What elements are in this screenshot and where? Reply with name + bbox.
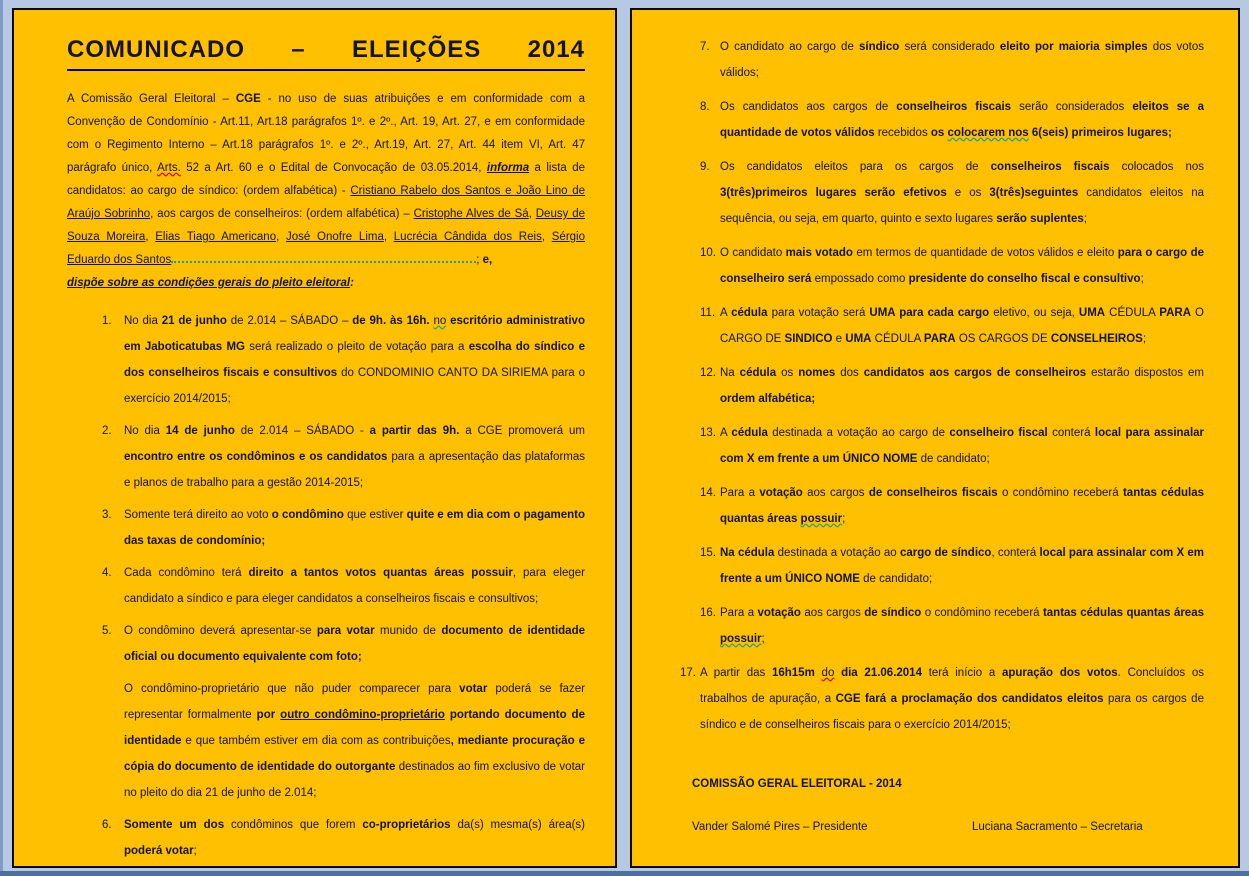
text-run: A partir das [700, 667, 772, 679]
text-run: local para assinalar com X em frente a um ÚNICO NOME [720, 547, 1205, 585]
text-run: , [528, 208, 536, 220]
text-run: , [383, 231, 394, 243]
text-run: votação [757, 607, 801, 619]
text-run: encontro entre os condôminos e os candidatos [124, 451, 388, 463]
text-run: de síndico [864, 607, 922, 619]
document-page-2 [630, 8, 1240, 868]
text-run: da(s) mesma(s) área(s) [450, 819, 586, 831]
list-item-number: 16. [700, 607, 716, 619]
text-run: eletivo, ou seja, [989, 307, 1079, 319]
text-run: Somente um dos [124, 819, 225, 831]
text-run: local para assinalar com X em frente a um ÚNICO NOME [720, 427, 1205, 465]
text-run: eleitos se a quantidade de votos válidos [720, 101, 1204, 139]
text-run: Arts. [157, 162, 181, 174]
list-item-content [720, 540, 1204, 592]
list-item-paragraph [700, 660, 1204, 738]
text-run: Elias Tiago Americano [155, 231, 277, 243]
list-item-content [720, 34, 1204, 86]
text-run: serão considerados [1011, 101, 1133, 113]
text-run: cédula [731, 307, 768, 319]
list-item-content [720, 420, 1204, 472]
text-run: A [720, 307, 732, 319]
text-run: CGE fará a proclamação dos candidatos eleitos [835, 693, 1104, 705]
text-run: No dia [124, 425, 166, 437]
text-run: de 9h. às 16h. [352, 315, 430, 327]
text-run: ; [1083, 213, 1087, 225]
spellcheck-wavy-filler [171, 258, 476, 263]
list-item-content [720, 240, 1204, 292]
list-item-number: 6. [102, 819, 112, 831]
list-item-content [700, 660, 1204, 738]
text-run: síndico [859, 41, 900, 53]
list-item [102, 502, 585, 554]
text-run: Lucrécia Cândida dos Reis [393, 231, 542, 243]
text-run: e [832, 333, 846, 345]
list-item [700, 34, 1204, 86]
text-run: ordem alfabética; [720, 393, 816, 405]
text-run: , [276, 231, 287, 243]
text-run: a lista de candidatos: ao cargo de síndico: (ordem alfabética) - [67, 162, 586, 197]
text-run: aos cargos [800, 607, 865, 619]
list-item [102, 308, 585, 412]
text-run: o condômino receberá [997, 487, 1123, 499]
text-run: , conterá [991, 547, 1040, 559]
signature-row [692, 819, 1204, 835]
text-run: ; [476, 254, 483, 266]
text-run: ; [1140, 273, 1144, 285]
text-run: e que também estiver em dia com as contribuições [181, 735, 451, 747]
list-item [700, 300, 1204, 352]
intro-paragraph [67, 88, 585, 272]
list-item-content [720, 480, 1204, 532]
items-list-page-2 [680, 34, 1205, 738]
text-run: empossado como [811, 273, 909, 285]
text-run: conselheiro fiscal [949, 427, 1048, 439]
text-run: Para a [720, 607, 758, 619]
text-run: dos votos válidos; [720, 41, 1204, 79]
text-run: nomes [798, 367, 836, 379]
list-item-paragraph [720, 94, 1204, 146]
list-item-number: 3. [102, 509, 112, 521]
list-item-paragraph [720, 300, 1204, 352]
text-run: terá início a [921, 667, 1002, 679]
text-run: ; [842, 513, 846, 525]
text-run: poderá votar [124, 845, 194, 857]
text-run: a CGE promoverá um [459, 425, 585, 437]
text-run: para o cargo de conselheiro será [720, 247, 1204, 285]
text-run: e os [946, 187, 990, 199]
text-run: O condômino deverá apresentar-se [124, 625, 317, 637]
list-item-number: 9. [700, 161, 710, 173]
text-run: - no uso de suas atribuições e em conformidade com a Convenção de Condomínio - Art.11, Art.18 parágrafos 1º. e 2º., Art. 19, Art. 27, e em conformidade com o Regimento Interno – Art.18 parágrafos 1º. e 2º., Art.19, Art. 27, Art. 44 item VI, Art. 47 parágrafo único, [67, 93, 585, 174]
list-item-paragraph [124, 812, 585, 864]
text-run: munido de [374, 625, 442, 637]
list-item [700, 480, 1204, 532]
text-run: A Comissão Geral Eleitoral – [67, 93, 236, 105]
text-run: os [776, 367, 799, 379]
text-run: José Onofre Lima [286, 231, 384, 243]
text-run: PARA [923, 333, 956, 345]
window-edge-left [0, 0, 3, 876]
text-run: em termos de quantidade de votos válidos e eleito [852, 247, 1118, 259]
list-item-paragraph [124, 502, 585, 554]
list-item [102, 812, 585, 864]
text-run: 14 de junho [165, 425, 235, 437]
text-run: UMA para cada cargo [869, 307, 990, 319]
text-run: de 2.014 – SÁBADO – [226, 315, 353, 327]
list-item-number: 14. [700, 487, 716, 499]
document-page-1 [12, 8, 617, 868]
text-run [815, 667, 822, 679]
text-run: do [821, 667, 835, 679]
list-item-paragraph [124, 418, 585, 496]
text-run: destinada a votação ao [774, 547, 900, 559]
intro-closing-line [67, 272, 585, 295]
text-run: UMA [845, 333, 872, 345]
list-item-paragraph [720, 240, 1204, 292]
text-run: O condômino-proprietário que não puder comparecer para [124, 683, 460, 695]
text-run: , mediante procuração e cópia do documento de identidade do outorgante [124, 735, 586, 773]
text-run: Cristiano Rabelo dos Santos e João Lino de Araújo Sobrinho [67, 185, 585, 220]
text-run: de candidato; [917, 453, 990, 465]
title-year: 2014 [527, 36, 585, 63]
text-run: serão suplentes [996, 213, 1084, 225]
list-item-number: 5. [102, 625, 112, 637]
text-run: escritório administrativo em Jaboticatubas MG [124, 315, 585, 353]
text-run: , [541, 231, 552, 243]
list-item-number: 10. [700, 247, 716, 259]
text-run: 52 a Art. 60 e o Edital de Convocação de 03.05.2014, [180, 162, 487, 174]
text-run: dispõe sobre as condições gerais do pleito eleitoral [67, 277, 351, 289]
list-item-content [124, 502, 585, 554]
text-run: o condômino [271, 509, 344, 521]
list-item-content [720, 94, 1204, 146]
list-item-number: 11. [700, 307, 716, 319]
text-run: 3(três)primeiros lugares serão efetivos [720, 187, 947, 199]
text-run: candidatos aos cargos de conselheiros [863, 367, 1087, 379]
text-run: CÉDULA [1105, 307, 1160, 319]
text-run: presidente do conselho fiscal e consultivo [908, 273, 1141, 285]
text-run: que estiver [343, 509, 407, 521]
text-run: Somente terá direito ao voto [124, 509, 272, 521]
list-item-content [124, 618, 585, 806]
list-item-content [720, 154, 1204, 232]
text-run: Deusy de Souza Moreira [67, 208, 585, 243]
text-run: ; [1142, 333, 1147, 345]
list-item-number: 8. [700, 101, 710, 113]
text-run: do CONDOMINIO CANTO DA SIRIEMA para o exercício 2014/2015; [124, 367, 585, 405]
text-run: CONSELHEIROS [1050, 333, 1143, 345]
text-run: no [433, 315, 447, 327]
text-run: será considerado [899, 41, 1000, 53]
text-run: escolha do síndico e dos conselheiros fiscais e consultivos [124, 341, 585, 379]
text-run: co-proprietários [362, 819, 451, 831]
list-item-number: 17. [680, 667, 696, 679]
list-item [680, 660, 1204, 738]
list-item-content [124, 308, 585, 412]
list-item [102, 618, 585, 806]
text-run: ; [761, 633, 765, 645]
list-item [700, 360, 1204, 412]
document-title [67, 36, 585, 71]
text-run: Na cédula [720, 547, 775, 559]
text-run: estarão dispostos em [1086, 367, 1204, 379]
text-run: SINDICO [784, 333, 833, 345]
list-item [700, 420, 1204, 472]
text-run: conterá [1047, 427, 1095, 439]
text-run: CGE [235, 93, 261, 105]
list-item-number: 4. [102, 567, 112, 579]
text-run: cédula [731, 427, 768, 439]
text-run: tantas cédulas quantas áreas [1042, 607, 1204, 619]
document-footer [692, 776, 1204, 835]
window-edge-bottom [0, 871, 1249, 876]
list-item [700, 540, 1204, 592]
text-run: por [256, 709, 281, 721]
text-run: para votação será [767, 307, 870, 319]
list-item-content [720, 300, 1204, 352]
list-item [102, 418, 585, 496]
text-run: apuração dos votos [1001, 667, 1118, 679]
text-run: poderá se fazer representar formalmente [124, 683, 586, 721]
text-run: O CARGO DE [720, 307, 1204, 345]
title-dash: – [291, 36, 306, 63]
list-item-content [124, 560, 585, 612]
text-run: Os candidatos eleitos para os cargos de [720, 161, 991, 173]
text-run: 16h15m [771, 667, 815, 679]
text-run: para os cargos de síndico e de conselheiros fiscais para o exercício 2014/2015; [700, 693, 1204, 731]
list-item-paragraph [720, 360, 1204, 412]
text-run: 21 de junho [161, 315, 227, 327]
signature-president: Vander Salomé Pires – Presidente [692, 821, 868, 833]
signature-secretary: Luciana Sacramento – Secretaria [972, 821, 1143, 833]
text-run: destinada a votação ao cargo de [767, 427, 950, 439]
text-run: de 2.014 – SÁBADO - [234, 425, 370, 437]
text-run: para a apresentação das plataformas e planos de trabalho para a gestão 2014-2015; [124, 451, 586, 489]
items-list-page-1 [102, 308, 585, 864]
text-run: possuir [720, 633, 762, 645]
text-run: . Concluídos os trabalhos de apuração, a [700, 667, 1204, 705]
text-run: O candidato ao cargo de [720, 41, 860, 53]
text-run: recebidos [874, 127, 931, 139]
text-run: mais votado [785, 247, 853, 259]
list-item-content [720, 360, 1204, 412]
list-item-content [124, 418, 585, 496]
text-run: conselheiros fiscais [896, 101, 1012, 113]
text-run: tantas cédulas quantas áreas [720, 487, 1204, 525]
text-run: quite e em dia com o pagamento das taxas de condomínio; [124, 509, 585, 547]
list-item-paragraph [720, 480, 1204, 532]
list-item-number: 7. [700, 41, 710, 53]
text-run: Cristophe Alves de Sá [413, 208, 529, 220]
list-item [700, 94, 1204, 146]
text-run: eleito por maioria simples [999, 41, 1148, 53]
text-run: A [720, 427, 732, 439]
text-run: aos cargos [802, 487, 869, 499]
text-run: colocados nos [1109, 161, 1204, 173]
text-run: será realizado o pleito de votação para a [244, 341, 469, 353]
text-run: No dia [124, 315, 162, 327]
text-run: e, [482, 254, 493, 266]
text-run: , aos cargos de conselheiros: (ordem alfabética) – [150, 208, 414, 220]
list-item-paragraph [124, 560, 585, 612]
text-run: colocarem nos [947, 127, 1029, 139]
text-run: 3(três)seguintes [989, 187, 1079, 199]
list-item-content [720, 600, 1204, 652]
text-run: dos [835, 367, 864, 379]
text-run: UMA [1078, 307, 1106, 319]
text-run: os [930, 127, 948, 139]
text-run: candidatos eleitos na sequência, ou seja, em quarto, quinto e sexto lugares [720, 187, 1204, 225]
list-item [700, 600, 1204, 652]
text-run: de conselheiros fiscais [868, 487, 998, 499]
text-run: Para a [720, 487, 760, 499]
text-run: outro condômino-proprietário [280, 709, 445, 721]
text-run: 6(seis) primeiros lugares; [1028, 127, 1172, 139]
text-run: CÉDULA [871, 333, 924, 345]
text-run: para votar [316, 625, 375, 637]
text-run: informa [486, 162, 530, 174]
text-run: direito a tantos votos quantas áreas possuir [248, 567, 513, 579]
text-run: a partir das 9h. [369, 425, 460, 437]
text-run: , [145, 231, 156, 243]
list-item-number: 13. [700, 427, 716, 439]
text-run: destinados ao fim exclusivo de votar no pleito do dia 21 de junho de 2.014; [124, 761, 586, 799]
commission-heading: COMISSÃO GERAL ELEITORAL - 2014 [692, 778, 902, 790]
text-run: , para eleger candidato a síndico e para eleger candidatos a conselheiros fiscais e consultivos; [124, 567, 585, 605]
text-run: PARA [1159, 307, 1191, 319]
list-item-paragraph [124, 676, 585, 806]
list-item-paragraph [720, 420, 1204, 472]
text-run: Os candidatos aos cargos de [720, 101, 897, 113]
list-item-paragraph [720, 34, 1204, 86]
text-run: votação [759, 487, 803, 499]
list-item-paragraph [720, 600, 1204, 652]
list-item-content [124, 812, 585, 864]
text-run: Na [720, 367, 740, 379]
list-item [700, 154, 1204, 232]
text-run: possuir [800, 513, 843, 525]
text-run: OS CARGOS DE [955, 333, 1051, 345]
list-item-paragraph [720, 154, 1204, 232]
text-run: O candidato [720, 247, 786, 259]
text-run: cédula [739, 367, 777, 379]
text-run: Sérgio Eduardo dos Santos [67, 231, 585, 266]
text-run: votar [459, 683, 488, 695]
text-run: condôminos que forem [224, 819, 363, 831]
text-run: de candidato; [859, 573, 933, 585]
list-item-number: 2. [102, 425, 112, 437]
text-run: o condômino receberá [921, 607, 1043, 619]
list-item-paragraph [124, 618, 585, 670]
text-run: cargo de síndico [899, 547, 992, 559]
list-item-number: 1. [102, 315, 112, 327]
list-item-number: 15. [700, 547, 716, 559]
list-item [700, 240, 1204, 292]
text-run: : [350, 277, 354, 289]
text-run: dia 21.06.2014 [841, 667, 922, 679]
text-run: conselheiros fiscais [990, 161, 1110, 173]
list-item-paragraph [124, 308, 585, 412]
document-pages [12, 8, 1240, 868]
title-word: COMUNICADO [67, 36, 245, 63]
list-item-number: 12. [700, 367, 716, 379]
text-run: ; [193, 845, 197, 857]
text-run: Cada condômino terá [124, 567, 249, 579]
list-item-paragraph [720, 540, 1204, 592]
title-word: ELEIÇÕES [351, 36, 482, 63]
list-item [102, 560, 585, 612]
text-run: documento de identidade oficial ou documento equivalente com foto; [124, 625, 585, 663]
text-run: portando documento de identidade [124, 709, 585, 747]
